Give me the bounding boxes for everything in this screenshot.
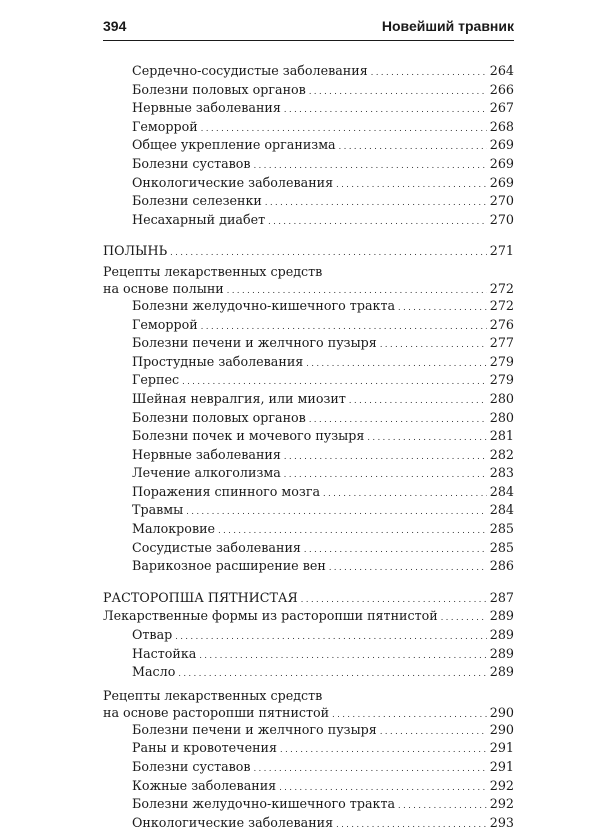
toc-entry: Лечение алкоголизма . . . 283 xyxy=(103,464,514,483)
toc-entry: Варикозное расширение вен . . . 286 xyxy=(103,557,514,576)
toc-entry: Болезни половых органов . . . 280 xyxy=(103,409,514,428)
toc-entry: Сердечно-сосудистые заболевания . . . 264 xyxy=(103,62,514,81)
toc-entry: Отвар . . . 289 xyxy=(103,626,514,645)
toc-entry: Болезни печени и желчного пузыря . . . 290 xyxy=(103,721,514,740)
toc-entry: Нервные заболевания . . . 282 xyxy=(103,446,514,465)
toc-entry: Простудные заболевания . . . 279 xyxy=(103,353,514,372)
toc-subsection: Лекарственные формы из расторопши пятнистой . . . 289 xyxy=(103,607,514,626)
toc-entry: Болезни желудочно-кишечного тракта . . . 292 xyxy=(103,795,514,814)
toc-entry: Нервные заболевания . . . 267 xyxy=(103,99,514,118)
table-of-contents xyxy=(103,62,514,832)
toc-entry: Геморрой . . . 276 xyxy=(103,316,514,335)
page-number: 394 xyxy=(103,18,127,34)
toc-entry: Болезни суставов . . . 291 xyxy=(103,758,514,777)
toc-entry: Герпес . . . 279 xyxy=(103,371,514,390)
toc-entry: Болезни половых органов . . . 266 xyxy=(103,81,514,100)
toc-entry: Травмы . . . 284 xyxy=(103,501,514,520)
toc-entry: Онкологические заболевания . . . 269 xyxy=(103,174,514,193)
toc-group-continued xyxy=(103,62,514,229)
toc-entry: Сосудистые заболевания . . . 285 xyxy=(103,539,514,558)
toc-entry: Кожные заболевания . . . 292 xyxy=(103,777,514,796)
toc-section-polyn xyxy=(103,242,514,576)
toc-entry: Онкологические заболевания . . . 293 xyxy=(103,814,514,833)
toc-entry: Раны и кровотечения . . . 291 xyxy=(103,739,514,758)
toc-entry: Поражения спинного мозга . . . 284 xyxy=(103,483,514,502)
toc-section-rastoropsha xyxy=(103,589,514,833)
toc-entry: Малокровие . . . 285 xyxy=(103,520,514,539)
toc-entry: Настойка . . . 289 xyxy=(103,645,514,664)
toc-entry: Общее укрепление организма . . . 269 xyxy=(103,136,514,155)
toc-entry: Болезни селезенки . . . 270 xyxy=(103,192,514,211)
toc-entry: Болезни почек и мочевого пузыря . . . 281 xyxy=(103,427,514,446)
toc-entry: Болезни печени и желчного пузыря . . . 277 xyxy=(103,334,514,353)
running-header xyxy=(103,18,514,41)
toc-entry: Геморрой . . . 268 xyxy=(103,118,514,137)
toc-subsection: Рецепты лекарственных средств на основе расторопши пятнистой . . . 290 xyxy=(103,688,514,721)
toc-entry: Болезни суставов . . . 269 xyxy=(103,155,514,174)
toc-entry: Масло . . . 289 xyxy=(103,663,514,682)
toc-entry: Несахарный диабет . . . 270 xyxy=(103,211,514,230)
toc-entry: Шейная невралгия, или миозит . . . 280 xyxy=(103,390,514,409)
toc-subsection: Рецепты лекарственных средств на основе полыни . . . 272 xyxy=(103,264,514,297)
toc-entry: Болезни желудочно-кишечного тракта . . . 272 xyxy=(103,297,514,316)
book-title: Новейший травник xyxy=(381,18,514,34)
toc-chapter: ПОЛЫНЬ . . . 271 xyxy=(103,242,514,261)
toc-chapter: РАСТОРОПША ПЯТНИСТАЯ . . . 287 xyxy=(103,589,514,608)
